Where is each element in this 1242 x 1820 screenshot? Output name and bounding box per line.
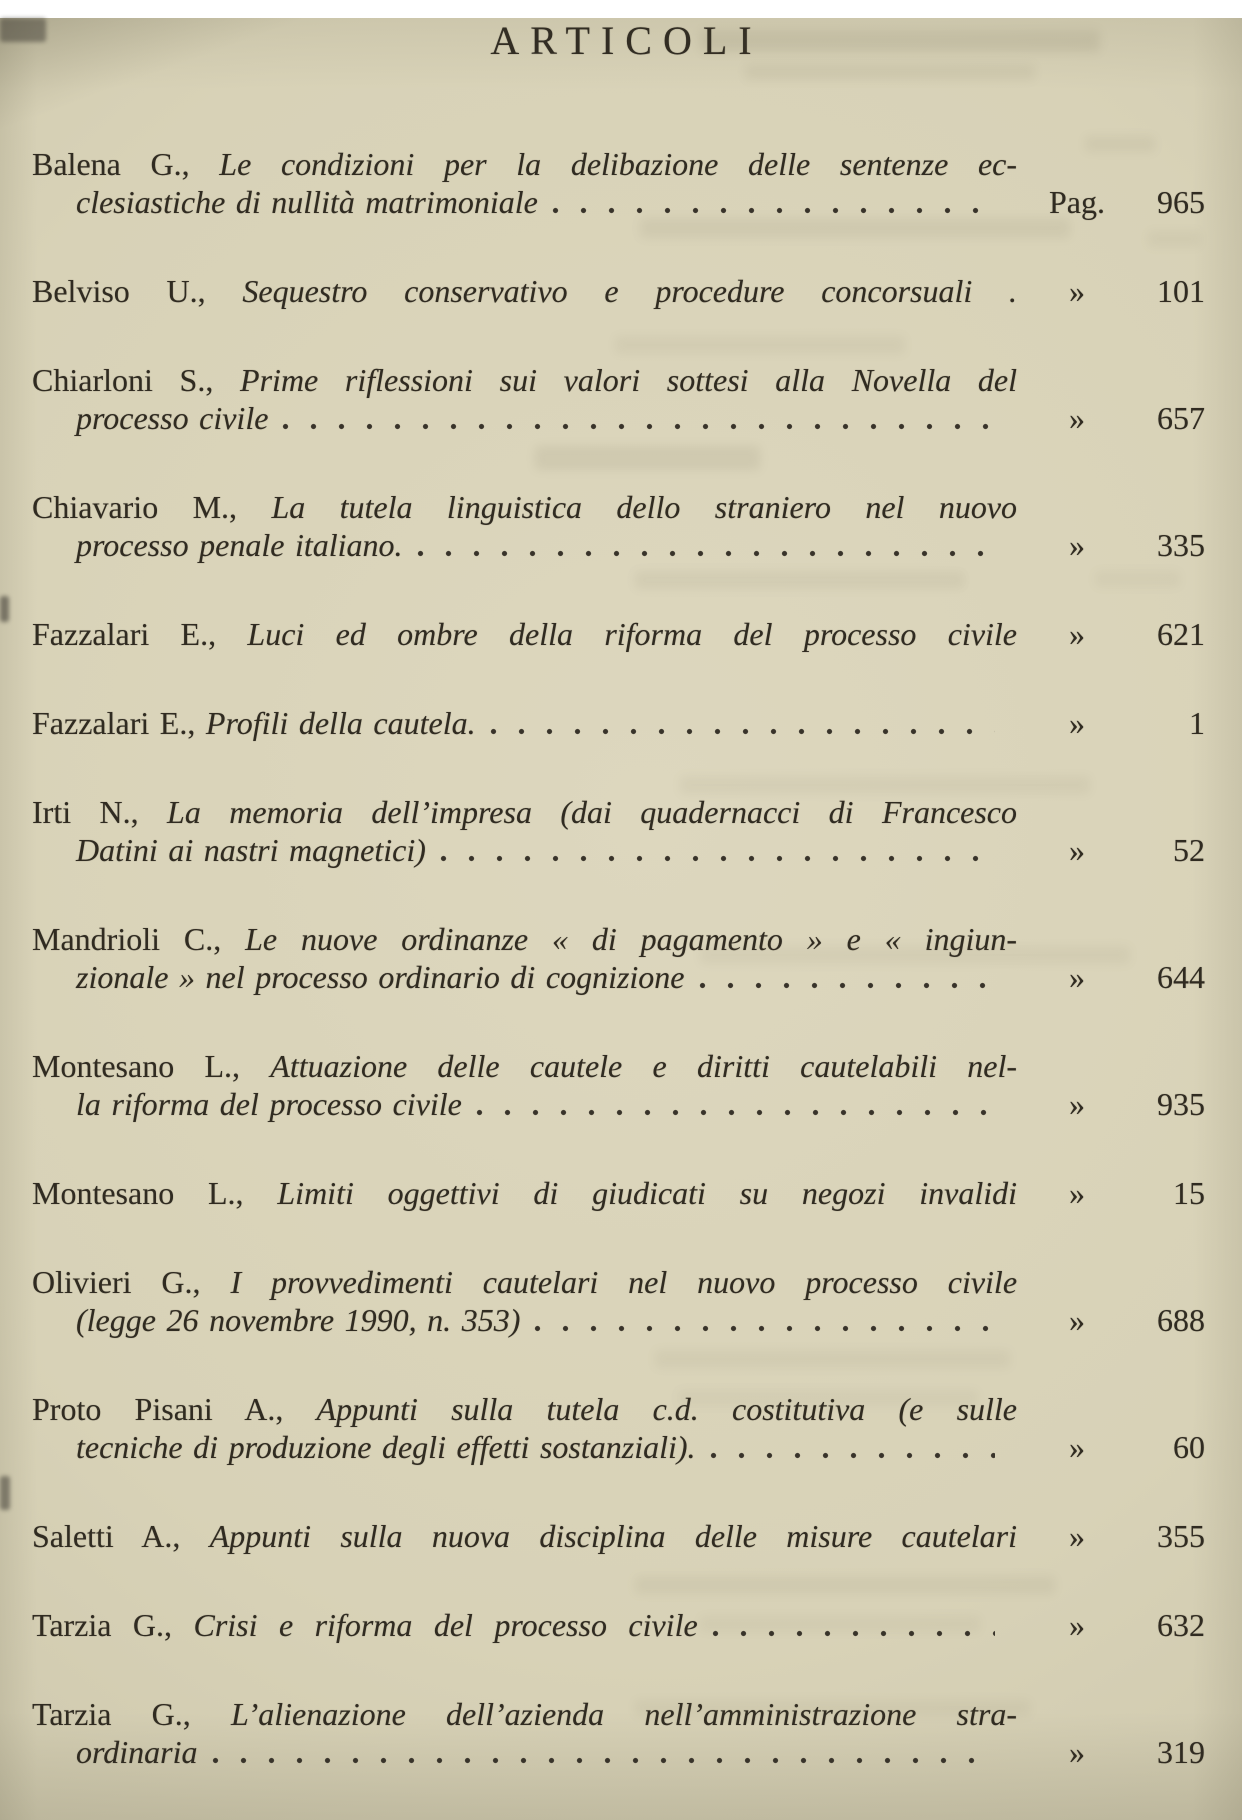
entry-title: Le condizioni per la delibazione delle sentenze ec- (219, 146, 1018, 182)
page-ref-mark: » (1069, 705, 1085, 741)
bleedthrough-smudge (745, 64, 1035, 80)
entry-title: Appunti sulla tutela c.d. costitutiva (e sulle (316, 1391, 1017, 1427)
page-number: 355 (1157, 1518, 1205, 1554)
entry-line (32, 1733, 1205, 1771)
page-number: 688 (1157, 1302, 1205, 1338)
entry-title: Sequestro conservativo e procedure concorsuali . (242, 273, 1018, 309)
page-number: 965 (1157, 184, 1205, 220)
entry-line (32, 1301, 1205, 1339)
page-number: 935 (1157, 1086, 1205, 1122)
page-number: 621 (1157, 616, 1205, 652)
dot-leader (282, 422, 995, 431)
toc-entry (32, 488, 1205, 564)
toc-entry (32, 272, 1205, 310)
entry-line (32, 361, 1017, 399)
entry-line (32, 1263, 1017, 1301)
entry-author: Olivieri G., (32, 1264, 201, 1300)
dot-leader (440, 854, 995, 863)
toc-entry (32, 1517, 1205, 1555)
dot-leader (712, 1629, 995, 1638)
toc-entry (32, 1606, 1205, 1644)
page-number: 1 (1189, 705, 1205, 741)
page-ref-mark: » (1069, 1175, 1085, 1211)
entry-line-text (32, 704, 476, 742)
page-ref-mark: » (1069, 959, 1085, 995)
toc-entry (32, 704, 1205, 742)
entry-author: Chiavario M., (32, 489, 238, 525)
entry-author: Fazzalari E., (32, 705, 196, 741)
entry-line-text (32, 1606, 698, 1644)
entry-line (32, 1174, 1017, 1212)
toc-entry (32, 1174, 1205, 1212)
entry-title: Profili della cautela. (205, 705, 476, 741)
entry-line (32, 1606, 1205, 1644)
entry-line (32, 920, 1017, 958)
page-ref-mark: » (1069, 527, 1085, 563)
entry-line-text (32, 831, 426, 869)
entry-author: Tarzia G., (32, 1607, 173, 1643)
toc-entry (32, 1263, 1205, 1339)
toc-list (0, 145, 1242, 1771)
entry-title: La memoria dell’impresa (dai quadernacci di Francesco (167, 794, 1018, 830)
entry-title: Luci ed ombre della riforma del processo civile (247, 616, 1018, 652)
entry-author: Saletti A., (32, 1518, 181, 1554)
entry-title: Le nuove ordinanze « di pagamento » e « ingiun- (245, 921, 1018, 957)
entry-title: Prime riflessioni sui valori sottesi alla Novella del (240, 362, 1018, 398)
entry-author: Balena G., (32, 146, 190, 182)
toc-entry (32, 361, 1205, 437)
entry-line-text (32, 958, 685, 996)
entry-title: zionale » nel processo ordinario di cognizione (76, 959, 685, 995)
entry-author: Mandrioli C., (32, 921, 222, 957)
entry-author: Belviso U., (32, 273, 206, 309)
entry-title: processo penale italiano. (76, 527, 403, 563)
entry-title: Crisi e riforma del processo civile (193, 1607, 698, 1643)
entry-line-text (32, 1733, 198, 1771)
page-ref-mark: » (1069, 1429, 1085, 1465)
entry-author: Tarzia G., (32, 1696, 191, 1732)
page-ref-mark: » (1069, 616, 1085, 652)
entry-line (32, 183, 1205, 221)
toc-entry (32, 920, 1205, 996)
entry-author: Chiarloni S., (32, 362, 214, 398)
entry-title: la riforma del processo civile (76, 1086, 462, 1122)
entry-title: (legge 26 novembre 1990, n. 353) (76, 1302, 521, 1338)
page-ref-mark: » (1069, 1302, 1085, 1338)
entry-line (32, 1390, 1017, 1428)
entry-author: Proto Pisani A., (32, 1391, 284, 1427)
entry-title: Datini ai nastri magnetici) (76, 832, 426, 868)
toc-entry (32, 145, 1205, 221)
entry-author: Irti N., (32, 794, 139, 830)
entry-line (32, 399, 1205, 437)
toc-entry (32, 615, 1205, 653)
toc-entry (32, 793, 1205, 869)
page-ref-mark: » (1069, 832, 1085, 868)
page-number: 644 (1157, 959, 1205, 995)
entry-line (32, 272, 1017, 310)
entry-line-text (32, 1301, 520, 1339)
page-title: ARTICOLI (490, 18, 763, 63)
toc-entry (32, 1695, 1205, 1771)
page-number: 15 (1173, 1175, 1205, 1211)
entry-author: Montesano L., (32, 1048, 241, 1084)
page-ref-mark: » (1069, 1734, 1085, 1770)
page-number: 319 (1157, 1734, 1205, 1770)
dot-leader (534, 1324, 995, 1333)
entry-line (32, 958, 1205, 996)
page-ref-mark: » (1069, 400, 1085, 436)
page-ref-mark: » (1069, 1086, 1085, 1122)
dot-leader (417, 549, 995, 558)
entry-line (32, 1428, 1205, 1466)
scanned-page (0, 18, 1242, 1820)
page-number: 101 (1157, 273, 1205, 309)
entry-line-text (32, 1428, 696, 1466)
dot-leader (710, 1451, 995, 1460)
page-ref-mark: » (1069, 1607, 1085, 1643)
entry-author: Montesano L., (32, 1175, 244, 1211)
page-ref-mark: Pag. (1049, 184, 1105, 220)
entry-title: ordinaria (76, 1734, 198, 1770)
page-number: 632 (1157, 1607, 1205, 1643)
page-number: 52 (1173, 832, 1205, 868)
entry-line (32, 526, 1205, 564)
entry-title: processo civile (76, 400, 269, 436)
entry-title: Limiti oggettivi di giudicati su negozi invalidi (277, 1175, 1018, 1211)
dot-leader (490, 727, 995, 736)
entry-title: clesiastiche di nullità matrimoniale (76, 184, 538, 220)
entry-title: L’alienazione dell’azienda nell’amministrazione stra- (230, 1696, 1018, 1732)
entry-title: tecniche di produzione degli effetti sostanziali). (76, 1429, 696, 1465)
entry-line-text (32, 1085, 462, 1123)
dot-leader (212, 1756, 996, 1765)
entry-line (32, 1085, 1205, 1123)
entry-line (32, 1517, 1017, 1555)
entry-line-text (32, 399, 268, 437)
entry-line (32, 145, 1017, 183)
entry-title: La tutela linguistica dello straniero nel nuovo (271, 489, 1018, 525)
entry-title: Appunti sulla nuova disciplina delle misure cautelari (209, 1518, 1018, 1554)
dot-leader (476, 1108, 995, 1117)
entry-author: Fazzalari E., (32, 616, 217, 652)
entry-line (32, 1047, 1017, 1085)
toc-entry (32, 1390, 1205, 1466)
entry-line (32, 1695, 1017, 1733)
page-ref-mark: » (1069, 273, 1085, 309)
page-number: 657 (1157, 400, 1205, 436)
entry-line (32, 488, 1017, 526)
dot-leader (699, 981, 995, 990)
entry-line (32, 831, 1205, 869)
entry-title: I provvedimenti cautelari nel nuovo processo civile (230, 1264, 1018, 1300)
page-ref-mark: » (1069, 1518, 1085, 1554)
entry-line (32, 793, 1017, 831)
entry-line-text (32, 526, 403, 564)
entry-title: Attuazione delle cautele e diritti cautelabili nel- (270, 1048, 1018, 1084)
entry-line (32, 615, 1017, 653)
page-number: 60 (1173, 1429, 1205, 1465)
page-number: 335 (1157, 527, 1205, 563)
entry-line-text (32, 183, 538, 221)
entry-line (32, 704, 1205, 742)
dot-leader (552, 206, 995, 215)
toc-entry (32, 1047, 1205, 1123)
